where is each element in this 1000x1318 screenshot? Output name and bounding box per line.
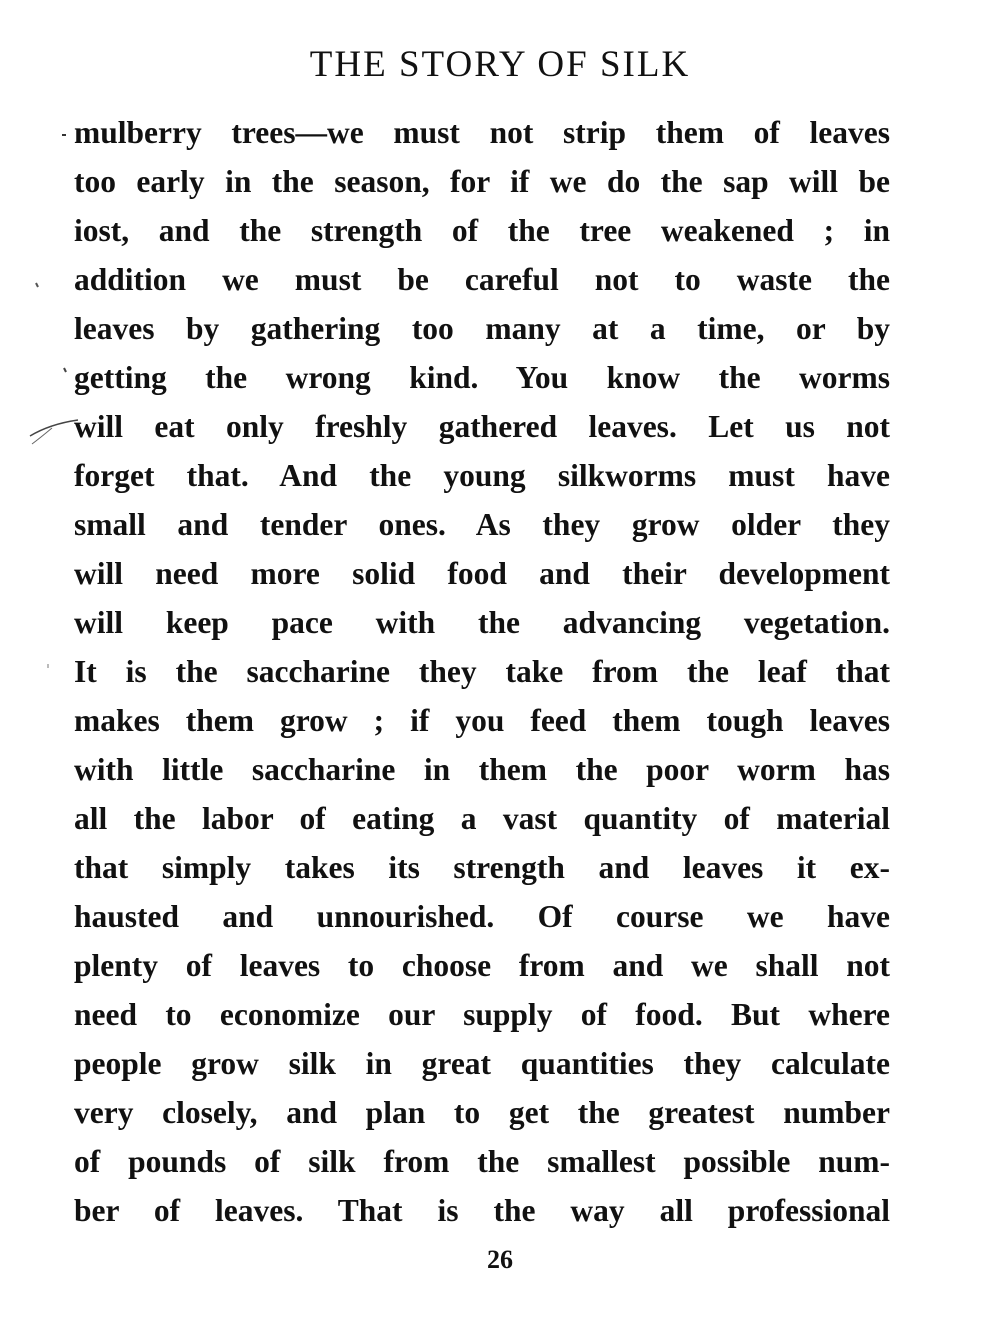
text-line: of pounds of silk from the smallest possible num- xyxy=(74,1144,890,1179)
text-line: that simply takes its strength and leaves it ex- xyxy=(74,850,890,885)
text-line: iost, and the strength of the tree weakened ; in xyxy=(74,213,890,248)
text-line: all the labor of eating a vast quantity of material xyxy=(74,801,890,836)
text-line: with little saccharine in them the poor worm has xyxy=(74,752,890,787)
text-line: too early in the season, for if we do the sap will be xyxy=(74,164,890,199)
margin-scan-marks xyxy=(0,0,80,700)
text-line: will need more solid food and their development xyxy=(74,556,890,591)
text-line: hausted and unnourished. Of course we have xyxy=(74,899,890,934)
page-number: 26 xyxy=(487,1245,513,1274)
text-line: makes them grow ; if you feed them tough leaves xyxy=(74,703,890,738)
text-line: ber of leaves. That is the way all professional xyxy=(74,1193,890,1228)
text-line: leaves by gathering too many at a time, or by xyxy=(74,311,890,346)
text-line: need to economize our supply of food. But where xyxy=(74,997,890,1032)
running-head: THE STORY OF SILK xyxy=(309,44,691,85)
text-line: It is the saccharine they take from the leaf that xyxy=(74,654,890,689)
text-line: forget that. And the young silkworms must have xyxy=(74,458,890,493)
text-line: small and tender ones. As they grow older they xyxy=(74,507,890,542)
text-line: getting the wrong kind. You know the worms xyxy=(74,360,890,395)
text-line: will eat only freshly gathered leaves. Let us not xyxy=(74,409,890,444)
text-line: people grow silk in great quantities they calculate xyxy=(74,1046,890,1081)
text-line: plenty of leaves to choose from and we shall not xyxy=(74,948,890,983)
text-line: mulberry trees—we must not strip them of leaves xyxy=(74,115,890,150)
text-line: very closely, and plan to get the greatest number xyxy=(74,1095,890,1130)
text-line: will keep pace with the advancing vegetation. xyxy=(74,605,890,640)
body-text xyxy=(74,108,890,1235)
text-line: addition we must be careful not to waste the xyxy=(74,262,890,297)
